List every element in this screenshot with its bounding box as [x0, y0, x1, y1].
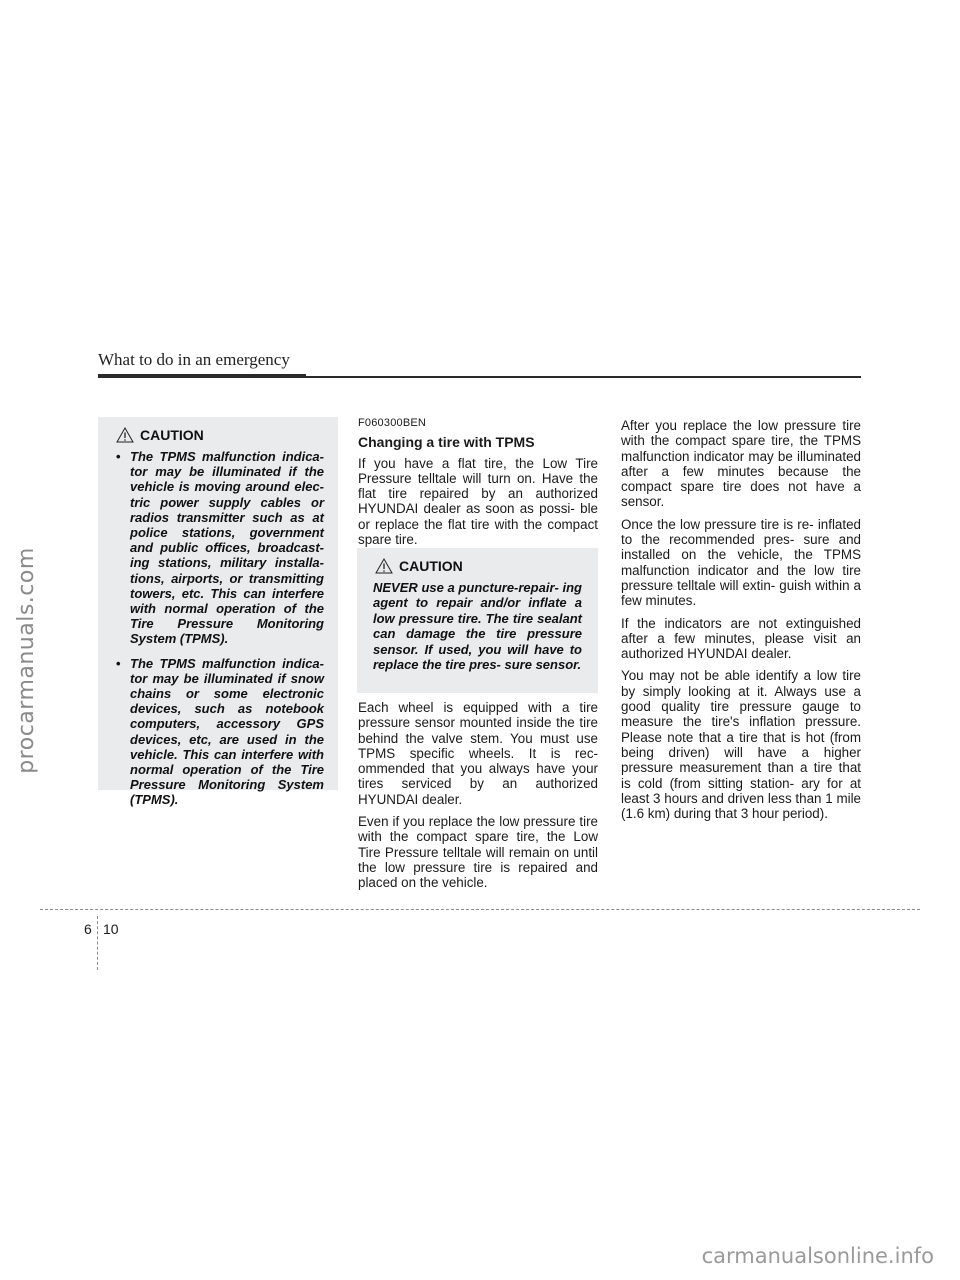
chapter-number: 6: [84, 921, 92, 937]
caution-label: CAUTION: [140, 427, 204, 443]
paragraph: Even if you replace the low pressure tire with the compact spare tire, the Low Tire Pressure telltale will remain on until the low pressure tire is repaired and placed on the vehicle.: [358, 814, 598, 891]
caution-item: [112, 449, 324, 647]
side-watermark: [6, 540, 46, 780]
caution-text: NEVER use a puncture-repair- ing agent to repair and/or inflate a low pressure tire. The tire sealant can damage the tire pressure sensor. If used, you will have to replace the tire pres- sure sensor.: [373, 580, 582, 673]
footer-vertical-divider: [97, 916, 98, 970]
caution-list: [112, 449, 324, 808]
caution-heading: [116, 427, 324, 443]
section-heading: Changing a tire with TPMS: [358, 434, 535, 451]
bottom-watermark: carmanualsonline.info: [701, 1244, 934, 1268]
page-number: 10: [103, 921, 119, 937]
paragraph: You may not be able identify a low tire by simply looking at it. Always use a good quality tire pressure gauge to measure the tire's inflation pressure. Please note that a tire that is hot (from being driven) will have a higher pressure measurement than a tire that is cold (from sitting station- ary for at least 3 hours and driven less than 1 mile (1.6 km) during that 3 hour period).: [621, 668, 861, 822]
paragraph: Once the low pressure tire is re- inflated to the recommended pres- sure and installed on the vehicle, the TPMS malfunction indicator and the low tire pressure telltale will extin- guish within a few minutes.: [621, 516, 861, 609]
footer-divider: [40, 909, 920, 910]
paragraph: Each wheel is equipped with a tire pressure sensor mounted inside the tire behind the valve stem. You must use TPMS specific wheels. It is rec- ommended that you always have your tires serviced by an authorized HYUNDAI dealer.: [358, 700, 598, 807]
paragraph: After you replace the low pressure tire with the compact spare tire, the TPMS malfunction indicator may be illuminated after a few minutes because the compact spare tire does not have a sensor.: [621, 418, 861, 510]
caution-box-puncture-repair: [357, 548, 598, 693]
right-column: [621, 418, 861, 828]
warning-triangle-icon: [375, 558, 393, 574]
caution-heading: [375, 558, 584, 574]
header-rule-thick: [98, 374, 306, 378]
caution-item-text: The TPMS malfunction indica- tor may be illuminated if the vehicle is moving around elec- tric power supply cables or radios transmitter such as at police stations, government and public offices, broadcast- ing stations, military installa- tions, airports, or transmitting towers, etc. This can interfere with normal operation of the Tire Pressure Monitoring System (TPMS).: [130, 449, 324, 647]
caution-item-text: The TPMS malfunction indica- tor may be illuminated if snow chains or some electronic devices, such as notebook computers, accessory GPS devices, etc, are used in the vehicle. This can interfere with normal operation of the Tire Pressure Monitoring System (TPMS).: [130, 655, 324, 808]
section-code: F060300BEN: [358, 417, 427, 429]
bullet: •: [116, 449, 121, 464]
caution-item: [112, 656, 324, 808]
warning-triangle-icon: [116, 427, 134, 443]
bullet: •: [116, 655, 121, 671]
paragraph: If you have a flat tire, the Low Tire Pressure telltale will turn on. Have the flat tire repaired by an authorized HYUNDAI dealer as soon as possi- ble or replace the flat tire with the compact spare tire.: [358, 455, 598, 548]
paragraph: If the indicators are not extinguished after a few minutes, please visit an authorized HYUNDAI dealer.: [621, 615, 861, 662]
caution-label: CAUTION: [399, 558, 463, 574]
header-rule-thin: [306, 376, 861, 378]
middle-column-top: [358, 416, 598, 554]
caution-box-tpms-malfunction: [98, 417, 338, 808]
middle-column-bottom: [358, 700, 598, 898]
section-title: What to do in an emergency: [98, 350, 290, 369]
side-watermark-text: procarmanuals.com: [13, 546, 39, 774]
